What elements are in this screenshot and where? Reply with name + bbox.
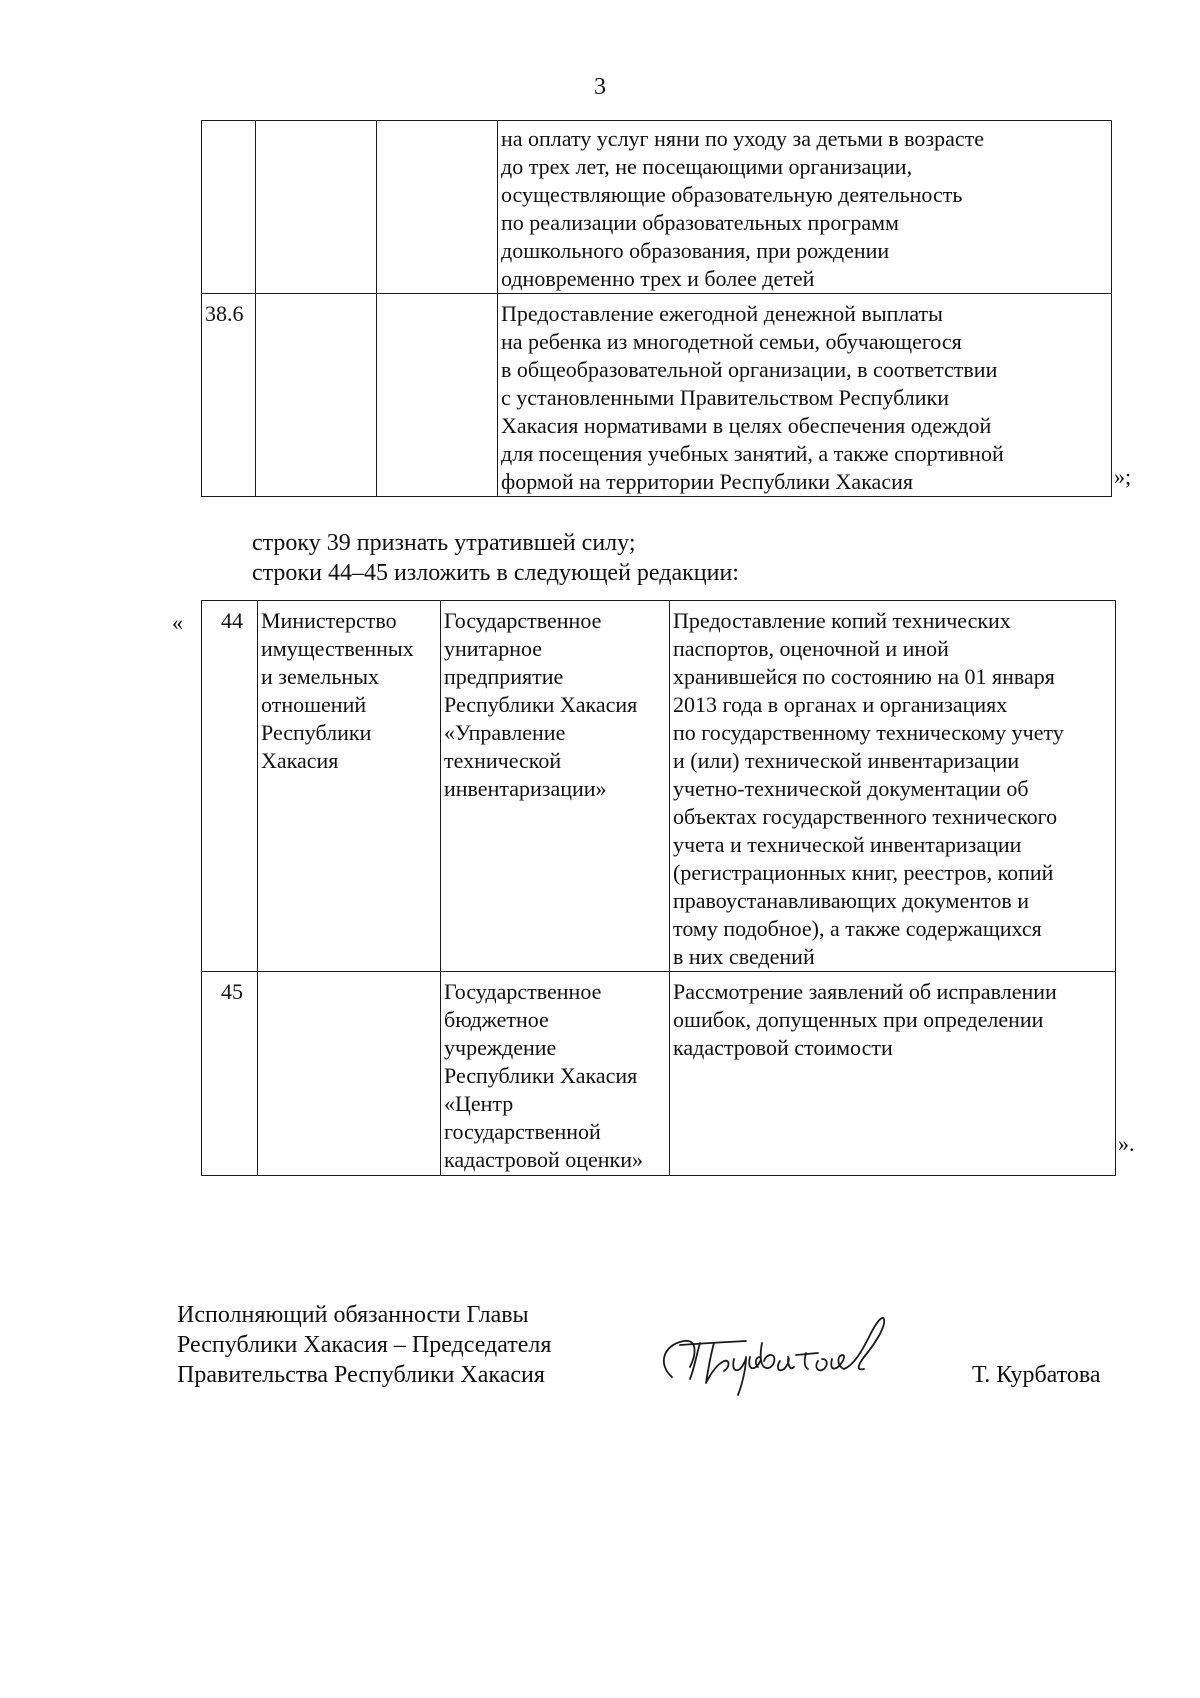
organization-cell bbox=[377, 121, 498, 294]
amendment-table-continuation bbox=[201, 120, 1112, 497]
row-number-cell bbox=[202, 121, 256, 294]
signatory-position-line: Республики Хакасия – Председателя bbox=[177, 1332, 552, 1358]
signatory-position-line: Исполняющий обязанности Главы bbox=[177, 1302, 529, 1328]
row-number-cell: 38.6 bbox=[202, 294, 256, 497]
table-row bbox=[202, 294, 1112, 497]
table-row bbox=[202, 601, 1116, 972]
service-description-cell: Рассмотрение заявлений об исправлении ошибок, допущенных при определении кадастровой стоимости bbox=[670, 972, 1116, 1176]
organization-cell bbox=[377, 294, 498, 497]
closing-quote: ». bbox=[1118, 1131, 1135, 1156]
service-description-cell: на оплату услуг няни по уходу за детьми в возрасте до трех лет, не посещающими организации, осуществляющие образовательную деятельность по реализации образовательных программ дошкольного образования, при рождении одновременно трех и более детей bbox=[498, 121, 1112, 294]
authority-cell bbox=[256, 121, 377, 294]
opening-quote: « bbox=[172, 610, 183, 635]
paragraph-line-39: строку 39 признать утратившей силу; bbox=[252, 530, 636, 556]
signatory-position-line: Правительства Республики Хакасия bbox=[177, 1362, 545, 1388]
table-row bbox=[202, 121, 1112, 294]
paragraph-lines-44-45: строки 44–45 изложить в следующей редакции: bbox=[252, 560, 739, 586]
authority-cell bbox=[256, 294, 377, 497]
closing-quote: »; bbox=[1114, 464, 1132, 489]
row-number-cell: 44 bbox=[202, 601, 258, 972]
table-row bbox=[202, 972, 1116, 1176]
amendment-table-rows-44-45 bbox=[201, 600, 1116, 1176]
organization-cell: Государственное унитарное предприятие Республики Хакасия «Управление технической инвентаризации» bbox=[441, 601, 670, 972]
page-number: 3 bbox=[594, 74, 606, 100]
service-description-cell: Предоставление копий технических паспортов, оценочной и иной хранившейся по состоянию на 01 января 2013 года в органах и организациях по государственному техническому учету и (или) технической инвентаризации учетно-технической документации об объектах государственного технического учета и технической инвентаризации (регистрационных книг, реестров, копий правоустанавливающих документов и тому подобное), а также содержащихся в них сведений bbox=[670, 601, 1116, 972]
authority-cell bbox=[258, 972, 441, 1176]
signatory-name: Т. Курбатова bbox=[972, 1362, 1101, 1388]
authority-cell: Министерство имущественных и земельных отношений Республики Хакасия bbox=[258, 601, 441, 972]
organization-cell: Государственное бюджетное учреждение Республики Хакасия «Центр государственной кадастровой оценки» bbox=[441, 972, 670, 1176]
row-number-cell: 45 bbox=[202, 972, 258, 1176]
handwritten-signature bbox=[650, 1305, 905, 1400]
service-description-cell: Предоставление ежегодной денежной выплаты на ребенка из многодетной семьи, обучающегося в общеобразовательной организации, в соответствии с установленными Правительством Республики Хакасия нормативами в целях обеспечения одеждой для посещения учебных занятий, а также спортивной формой на территории Республики Хакасия bbox=[498, 294, 1112, 497]
